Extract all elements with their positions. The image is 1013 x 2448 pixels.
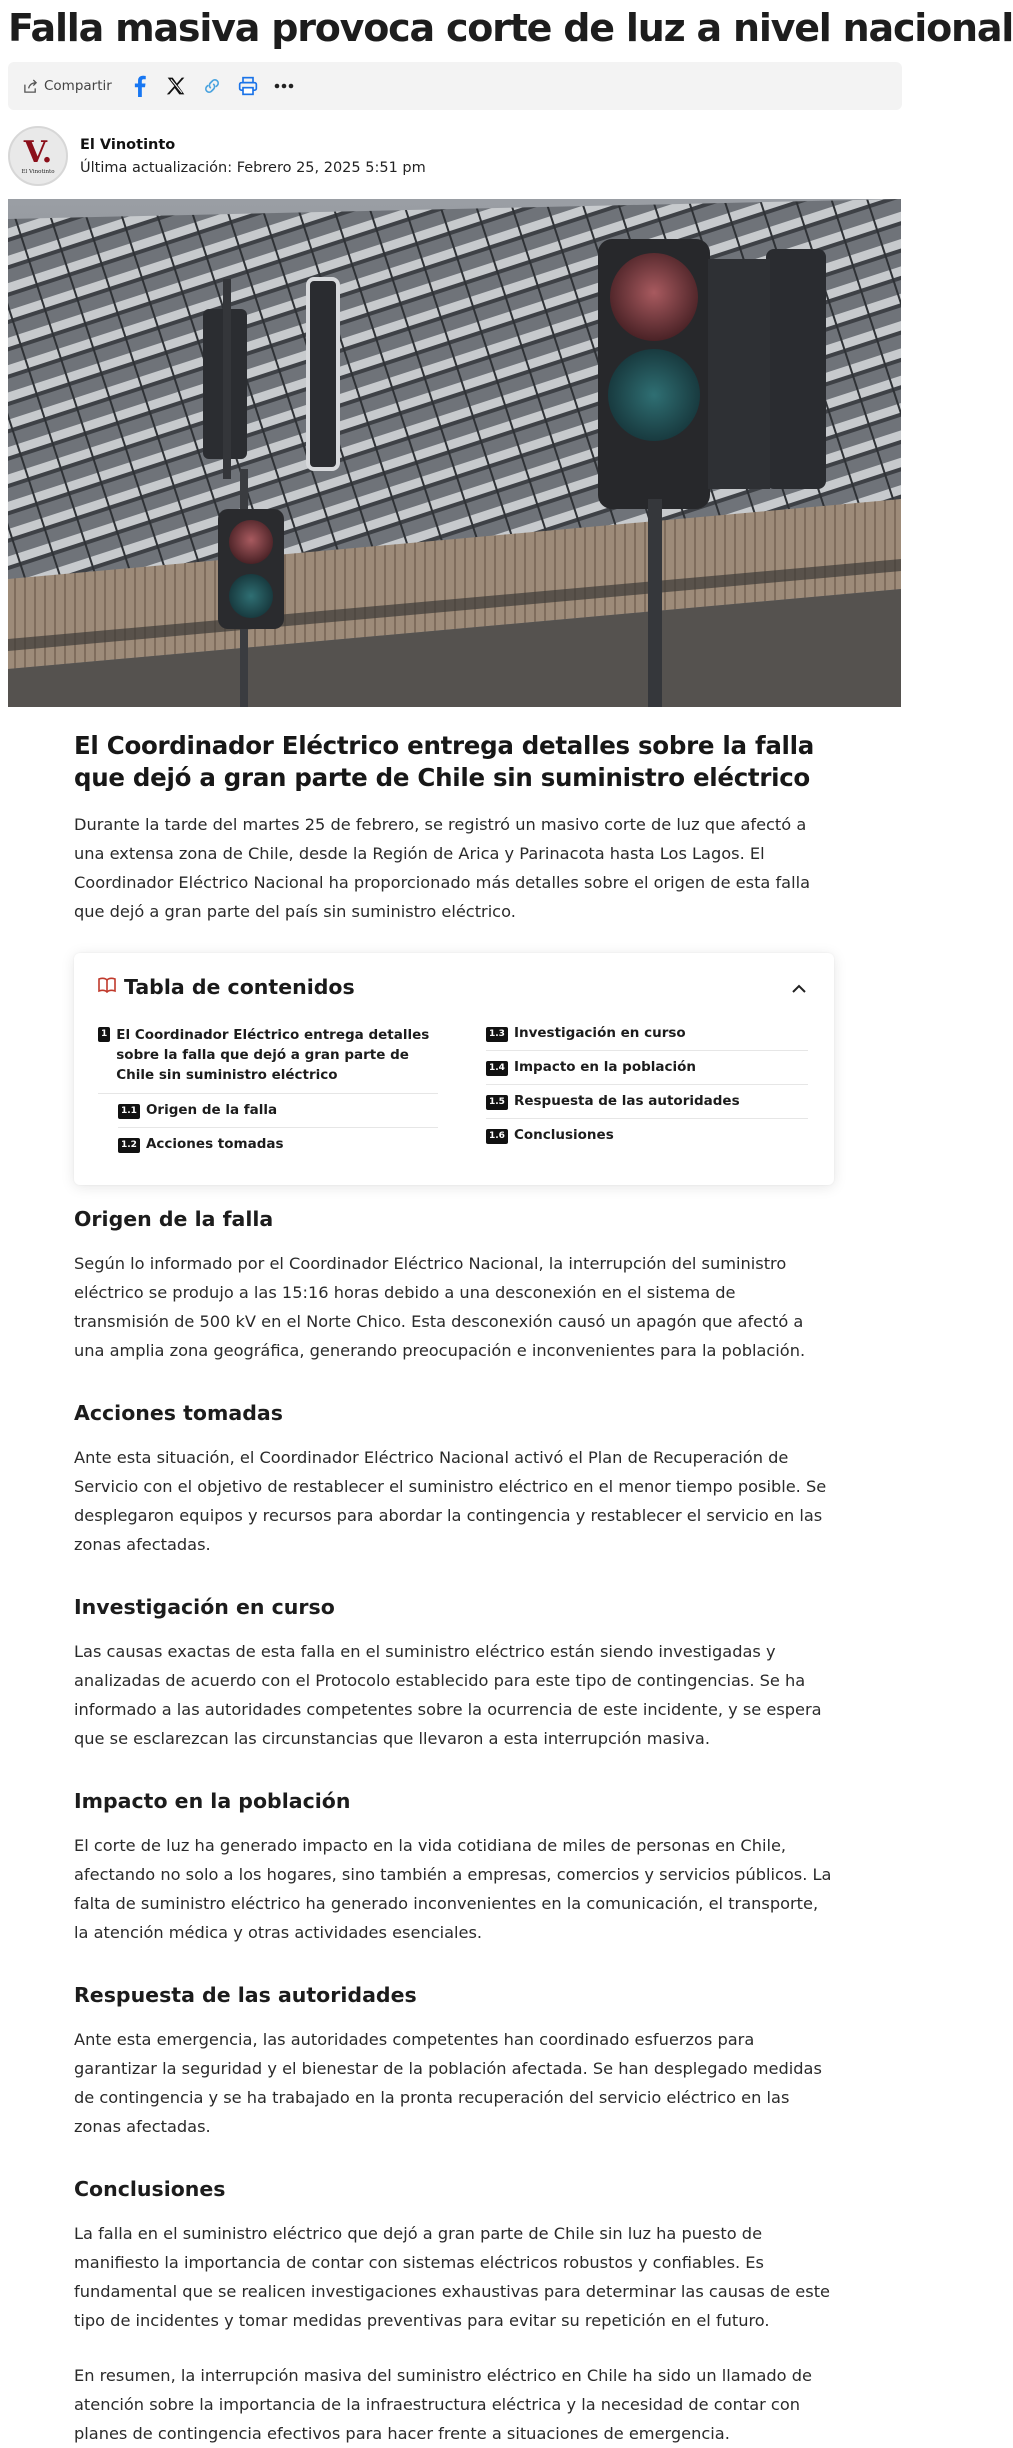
toc-label: Respuesta de las autoridades <box>513 1093 740 1109</box>
last-updated: Última actualización: Febrero 25, 2025 5:51 pm <box>80 159 426 176</box>
subsection-title: Origen de la falla <box>74 1207 274 1231</box>
share-button[interactable] <box>22 78 112 94</box>
subsection-title: Investigación en curso <box>74 1595 335 1619</box>
toc-right-column <box>486 1025 808 1152</box>
byline <box>8 124 426 188</box>
page-title: Falla masiva provoca corte de luz a nivel nacional <box>8 6 1013 50</box>
share-bar <box>8 62 902 110</box>
toc-label: Impacto en la población <box>513 1059 697 1075</box>
subsection-body: Según lo informado por el Coordinador Eléctrico Nacional, la interrupción del suministro eléctrico se produjo a las 15:16 horas debido a una desconexión en el sistema de transmisión de 500 kV en el Norte Chico. Esta desconexión causó un apagón que afectó a una amplia zona geográfica, generando preocupación e inconvenientes para la población. <box>74 1254 806 1360</box>
toc-number: 1.4 <box>486 1061 508 1076</box>
subsection-body: Las causas exactas de esta falla en el suministro eléctrico están siendo investigadas y analizadas de acuerdo con el Protocolo establecido para este tipo de contingencias. Se ha informado a las autoridades competentes sobre la ocurrencia de este incidente, y se espera que se esclarezcan las circunstancias que llevaron a esta interrupción masiva. <box>74 1642 822 1748</box>
article-subsections <box>74 1205 834 2448</box>
chevron-up-icon[interactable] <box>788 977 810 999</box>
article-body <box>74 730 834 926</box>
toc-number: 1.6 <box>486 1129 508 1144</box>
toc-item-1[interactable] <box>98 1025 438 1094</box>
toc-number: 1.2 <box>118 1138 140 1153</box>
author-name[interactable]: El Vinotinto <box>80 136 176 153</box>
toc-number: 1.5 <box>486 1095 508 1110</box>
table-of-contents <box>74 953 834 1185</box>
subsection-title: Respuesta de las autoridades <box>74 1983 417 2007</box>
section-title: El Coordinador Eléctrico entrega detalles sobre la falla que dejó a gran parte de Chile sin suministro eléctrico <box>74 731 814 792</box>
toc-item-1-2[interactable] <box>118 1128 438 1161</box>
logo-letter: V. <box>23 134 53 170</box>
hero-image <box>8 199 901 707</box>
intro-paragraph: Durante la tarde del martes 25 de febrero, se registró un masivo corte de luz que afectó a una extensa zona de Chile, desde la Región de Arica y Parinacota hasta Los Lagos. El Coordinador Eléctrico Nacional ha proporcionado más detalles sobre el origen de esta falla que dejó a gran parte del país sin suministro eléctrico. <box>74 815 811 921</box>
toc-number: 1.1 <box>118 1104 140 1119</box>
toc-title: Tabla de contenidos <box>124 975 355 999</box>
facebook-icon[interactable] <box>128 74 152 98</box>
toc-label: Investigación en curso <box>513 1025 686 1041</box>
subsection-body: Ante esta emergencia, las autoridades competentes han coordinado esfuerzos para garantizar la seguridad y el bienestar de la población afectada. Se han desplegado medidas de contingencia y se ha trabajado en la pronta recuperación del servicio eléctrico en las zonas afectadas. <box>74 2030 822 2136</box>
toc-item-1-5[interactable] <box>486 1085 808 1119</box>
toc-header[interactable] <box>98 975 355 999</box>
subsection-title: Acciones tomadas <box>74 1401 283 1425</box>
toc-label: Acciones tomadas <box>145 1136 284 1152</box>
subsection-body: La falla en el suministro eléctrico que dejó a gran parte de Chile sin luz ha puesto de manifiesto la importancia de contar con sistemas eléctricos robustos y confiables. Es fundamental que se realicen investigaciones exhaustivas para determinar las causas de este tipo de incidentes y tomar medidas preventivas para evitar su repetición en el futuro. <box>74 2224 830 2330</box>
toc-item-1-6[interactable] <box>486 1119 808 1152</box>
toc-left-column <box>98 1025 438 1161</box>
subsection-body: El corte de luz ha generado impacto en la vida cotidiana de miles de personas en Chile, afectando no solo a los hogares, sino también a empresas, comercios y servicios públicos. La falta de suministro eléctrico ha generado inconvenientes en la comunicación, el transporte, la atención médica y otras actividades esenciales. <box>74 1836 832 1942</box>
subsection-title: Conclusiones <box>74 2177 226 2201</box>
toc-number: 1 <box>98 1027 110 1042</box>
share-icon <box>22 78 38 94</box>
link-icon[interactable] <box>200 74 224 98</box>
x-icon[interactable] <box>164 74 188 98</box>
toc-item-1-1[interactable] <box>118 1094 438 1128</box>
author-avatar[interactable] <box>8 126 68 186</box>
subsection-body: Ante esta situación, el Coordinador Eléctrico Nacional activó el Plan de Recuperación de Servicio con el objetivo de restablecer el suministro eléctrico en el menor tiempo posible. Se desplegaron equipos y recursos para abordar la contingencia y restablecer el servicio en las zonas afectadas. <box>74 1448 827 1554</box>
subsection-title: Impacto en la población <box>74 1789 351 1813</box>
toc-label: Conclusiones <box>513 1127 614 1143</box>
share-label: Compartir <box>44 78 112 94</box>
toc-number: 1.3 <box>486 1027 508 1042</box>
toc-item-1-3[interactable] <box>486 1025 808 1051</box>
book-icon <box>98 977 116 997</box>
toc-label: El Coordinador Eléctrico entrega detalles sobre la falla que dejó a gran parte de Chile sin suministro eléctrico <box>116 1027 430 1083</box>
print-icon[interactable] <box>236 74 260 98</box>
logo-text: El Vinotinto <box>21 168 55 175</box>
toc-label: Origen de la falla <box>145 1102 278 1118</box>
toc-item-1-4[interactable] <box>486 1051 808 1085</box>
more-icon[interactable] <box>272 74 296 98</box>
closing-paragraph: En resumen, la interrupción masiva del suministro eléctrico en Chile ha sido un llamado de atención sobre la importancia de la infraestructura eléctrica y la necesidad de contar con planes de contingencia efectivos para hacer frente a situaciones de emergencia. <box>74 2366 812 2443</box>
